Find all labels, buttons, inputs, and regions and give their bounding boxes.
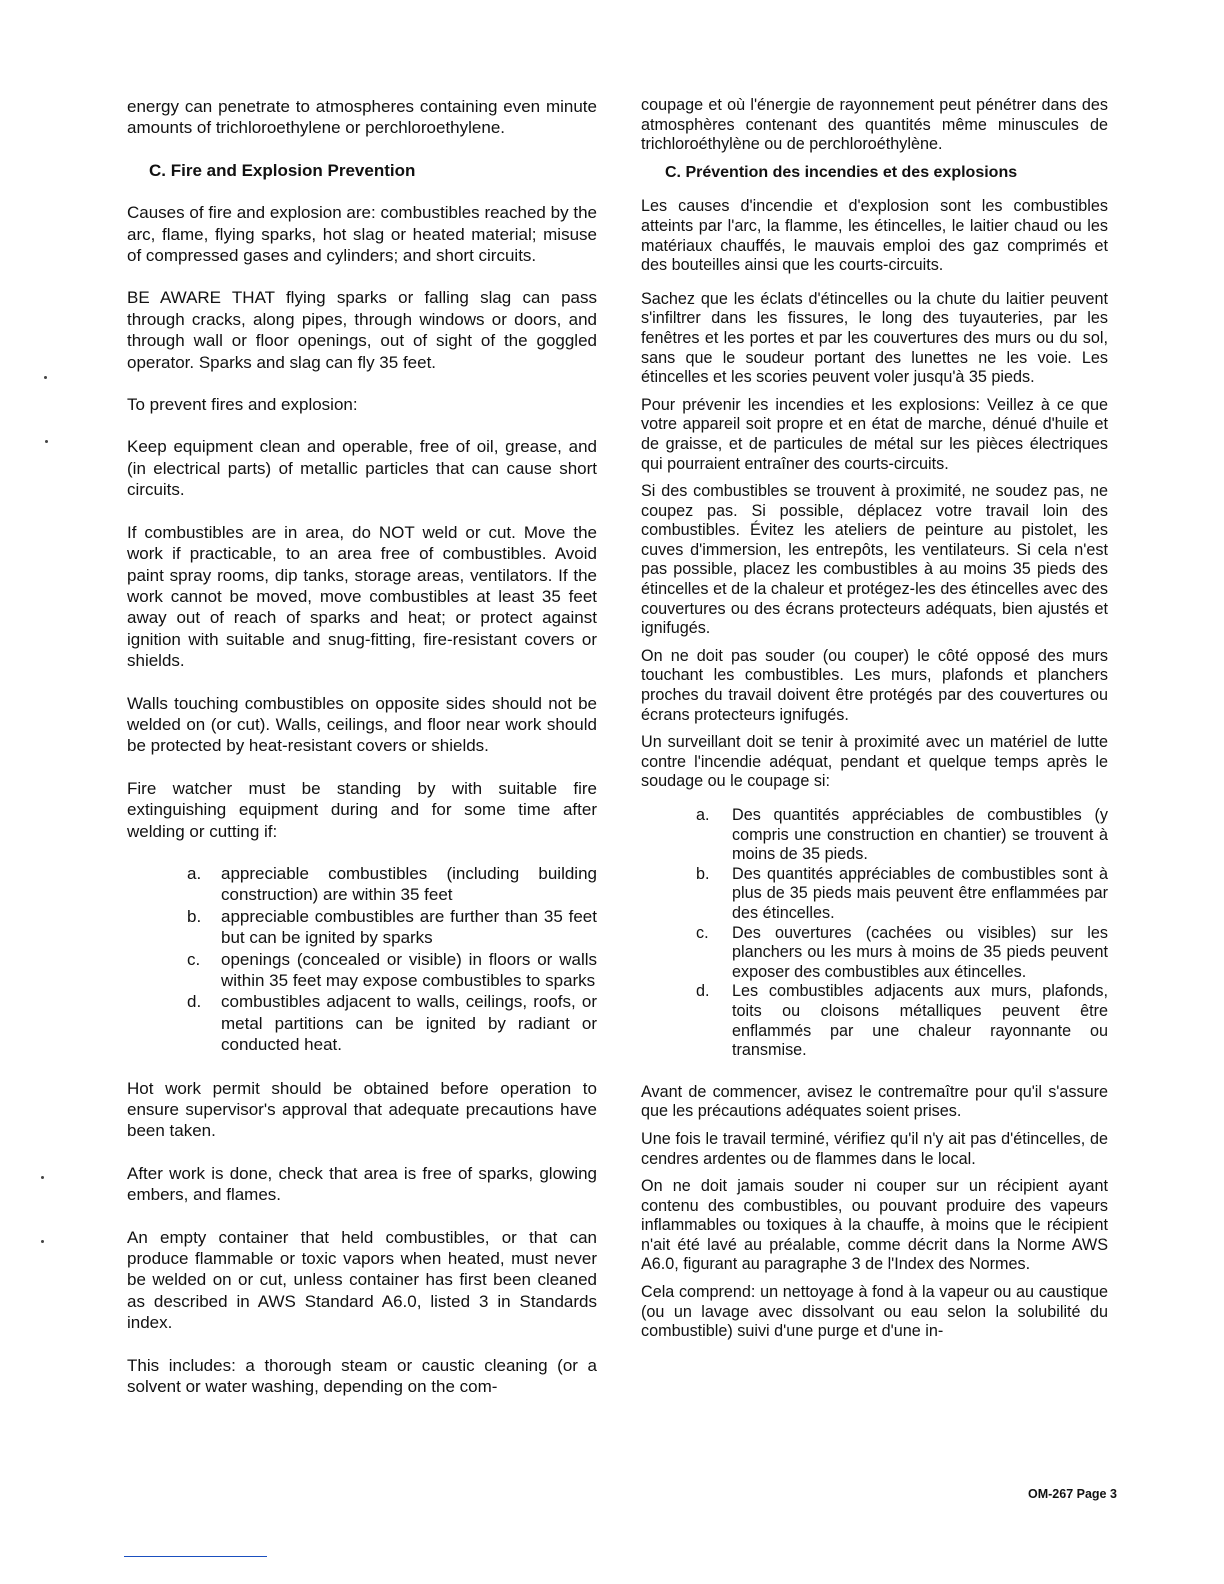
scan-speck: [41, 1176, 44, 1179]
english-column: [127, 96, 597, 1419]
scan-speck: [41, 1240, 44, 1243]
english-intro: energy can penetrate to atmospheres containing even minute amounts of trichloroethylene or perchloroethylene.: [127, 97, 597, 138]
list-item-label: d.: [187, 992, 202, 1012]
french-heading: C. Prévention des incendies et des explosions: [665, 163, 1018, 181]
french-jamais: On ne doit jamais souder ni couper sur un récipient ayant contenu des combustibles, ou pouvant produire des vapeurs inflammables ou toxiques à la chauffe, à moins que le récipient n'ait été lavé au préalable, comme décrit dans la Norme AWS A6.0, figurant au paragraphe 3 de l'Index des Normes.: [641, 1177, 1108, 1274]
list-item-label: c.: [696, 923, 709, 942]
list-item-label: c.: [187, 949, 201, 969]
list-item-text: openings (concealed or visible) in floors or walls within 35 feet may expose combustibles to sparks: [221, 949, 597, 990]
french-comprend: Cela comprend: un nettoyage à fond à la vapeur ou au caustique (ou un lavage avec dissolvant ou eau selon la solubilité du combustible) suivi d'une purge et d'une in-: [641, 1283, 1108, 1341]
english-if-combustibles: If combustibles are in area, do NOT weld or cut. Move the work if practicable, to an area free of combustibles. Avoid paint spray rooms, dip tanks, storage areas, ventilators. If the work cannot be moved, move combustibles at least 35 feet away out of reach of sparks and heat; or protect against ignition with suitable and snug-fitting, fire-resistant covers or shields.: [127, 522, 597, 671]
list-item: [187, 863, 597, 906]
list-item: [696, 924, 1108, 983]
english-causes: Causes of fire and explosion are: combustibles reached by the arc, flame, flying sparks, hot slag or heated material; misuse of compressed gases and cylinders; and short circuits.: [127, 203, 597, 266]
french-une-fois: Une fois le travail terminé, vérifiez qu'il n'y ait pas d'étincelles, de cendres ardentes ou de flammes dans le local.: [641, 1129, 1108, 1168]
french-si-combustibles: Si des combustibles se trouvent à proximité, ne soudez pas, ne coupez pas. Si possible, déplacez votre travail loin des combustibles. Évitez les ateliers de peinture au pistolet, les cuves d'immersion, les entrepôts, les ventilateurs. Si cela n'est pas possible, placez les combustibles à au moins 35 pieds des étincelles et de la chaleur et protégez-les des étincelles avec des couvertures ou des écrans protecteurs adéquats, bien ajustés et ignifugés.: [641, 482, 1108, 638]
english-container: An empty container that held combustibles, or that can produce flammable or toxic vapors when heated, must never be welded on or cut, unless container has first been cleaned as described in AWS Standard A6.0, listed 3 in Standards index.: [127, 1227, 597, 1333]
list-item: [187, 991, 597, 1055]
list-item-text: Les combustibles adjacents aux murs, plafonds, toits ou cloisons métalliques peuvent être enflammés par une chaleur rayonnante ou transmise.: [732, 982, 1108, 1060]
french-souder: On ne doit pas souder (ou couper) le côté opposé des murs touchant les combustibles. Les murs, plafonds et planchers proches du travail doivent être protégés par des couvertures ou écrans protecteurs ignifugés.: [641, 646, 1108, 724]
english-prevent: To prevent fires and explosion:: [127, 395, 358, 415]
list-item: [696, 806, 1108, 865]
french-causes: Les causes d'incendie et d'explosion sont les combustibles atteints par l'arc, la flamme, les étincelles, le laitier chaud ou les matériaux chauffés, le mauvais emploi des gaz comprimés et des bouteilles ainsi que les courts-circuits.: [641, 197, 1108, 275]
footer-rule: [124, 1556, 267, 1557]
list-item-label: b.: [187, 906, 202, 926]
french-intro: coupage et où l'énergie de rayonnement peut pénétrer dans des atmosphères contenant des quantités même minuscules de trichloroéthylène ou de perchloroéthylène.: [641, 96, 1108, 154]
list-item-label: b.: [696, 864, 710, 883]
list-item-text: combustibles adjacent to walls, ceilings, roofs, or metal partitions can be ignited by radiant or conducted heat.: [221, 992, 597, 1055]
english-heading: C. Fire and Explosion Prevention: [149, 160, 416, 180]
french-list: [641, 806, 1108, 1061]
list-item: [187, 906, 597, 949]
list-item-label: a.: [696, 806, 710, 824]
english-includes: This includes: a thorough steam or caustic cleaning (or a solvent or water washing, depending on the com-: [127, 1355, 597, 1397]
list-item-text: appreciable combustibles (including building construction) are within 35 feet: [221, 863, 597, 905]
french-avant: Avant de commencer, avisez le contremaître pour qu'il s'assure que les précautions adéquates soient prises.: [641, 1082, 1108, 1121]
english-keep: Keep equipment clean and operable, free of oil, grease, and (in electrical parts) of metallic particles that can cause short circuits.: [127, 437, 597, 500]
english-after-work: After work is done, check that area is free of sparks, glowing embers, and flames.: [127, 1163, 597, 1205]
list-item-label: a.: [187, 863, 202, 883]
french-prevenir: Pour prévenir les incendies et les explosions: Veillez à ce que votre appareil soit propre et en état de marche, dénué d'huile et de graisse, et de particules de métal sur les pièces électriques qui pourraient entraîner des courts-circuits.: [641, 395, 1108, 473]
english-list: [127, 863, 597, 1056]
list-item-text: appreciable combustibles are further than 35 feet but can be ignited by sparks: [221, 906, 597, 948]
list-item-text: Des quantités appréciables de combustibles sont à plus de 35 pieds mais peuvent être enflammées par des étincelles.: [732, 864, 1108, 922]
french-sachez: Sachez que les éclats d'étincelles ou la chute du laitier peuvent s'infiltrer dans les fissures, le long des tuyauteries, par les fenêtres et les portes et par les couvertures des murs ou du sol, sans que le soudeur portant des lunettes ne les voie. Les étincelles et les scories peuvent voler jusqu'à 35 pieds.: [641, 289, 1108, 387]
english-permit: Hot work permit should be obtained before operation to ensure supervisor's approval that adequate precautions have been taken.: [127, 1078, 597, 1141]
english-fire-watcher: Fire watcher must be standing by with suitable fire extinguishing equipment during and for some time after welding or cutting if:: [127, 778, 597, 841]
scan-speck: [45, 440, 48, 443]
list-item: [187, 949, 597, 992]
list-item: [696, 982, 1108, 1060]
list-item-label: d.: [696, 982, 710, 1001]
english-aware: BE AWARE THAT flying sparks or falling slag can pass through cracks, along pipes, through windows or doors, and through wall or floor openings, out of sight of the goggled operator. Sparks and slag can fly 35 feet.: [127, 288, 597, 372]
list-item: [696, 865, 1108, 924]
scan-speck: [44, 376, 47, 379]
list-item-text: Des quantités appréciables de combustibles (y compris une construction en chantier) se trouvent à moins de 35 pieds.: [732, 806, 1108, 864]
french-column: [641, 96, 1108, 1350]
list-item-text: Des ouvertures (cachées ou visibles) sur les planchers ou les murs à moins de 35 pieds peuvent exposer des combustibles aux étincelles.: [732, 923, 1108, 981]
english-walls: Walls touching combustibles on opposite sides should not be welded on (or cut). Walls, ceilings, and floor near work should be protected by heat-resistant covers or shields.: [127, 693, 597, 756]
page-footer-label: OM-267 Page 3: [1028, 1487, 1117, 1501]
french-surveillant: Un surveillant doit se tenir à proximité avec un matériel de lutte contre l'incendie adéquat, pendant et quelque temps après le soudage ou le coupage si:: [641, 733, 1108, 791]
